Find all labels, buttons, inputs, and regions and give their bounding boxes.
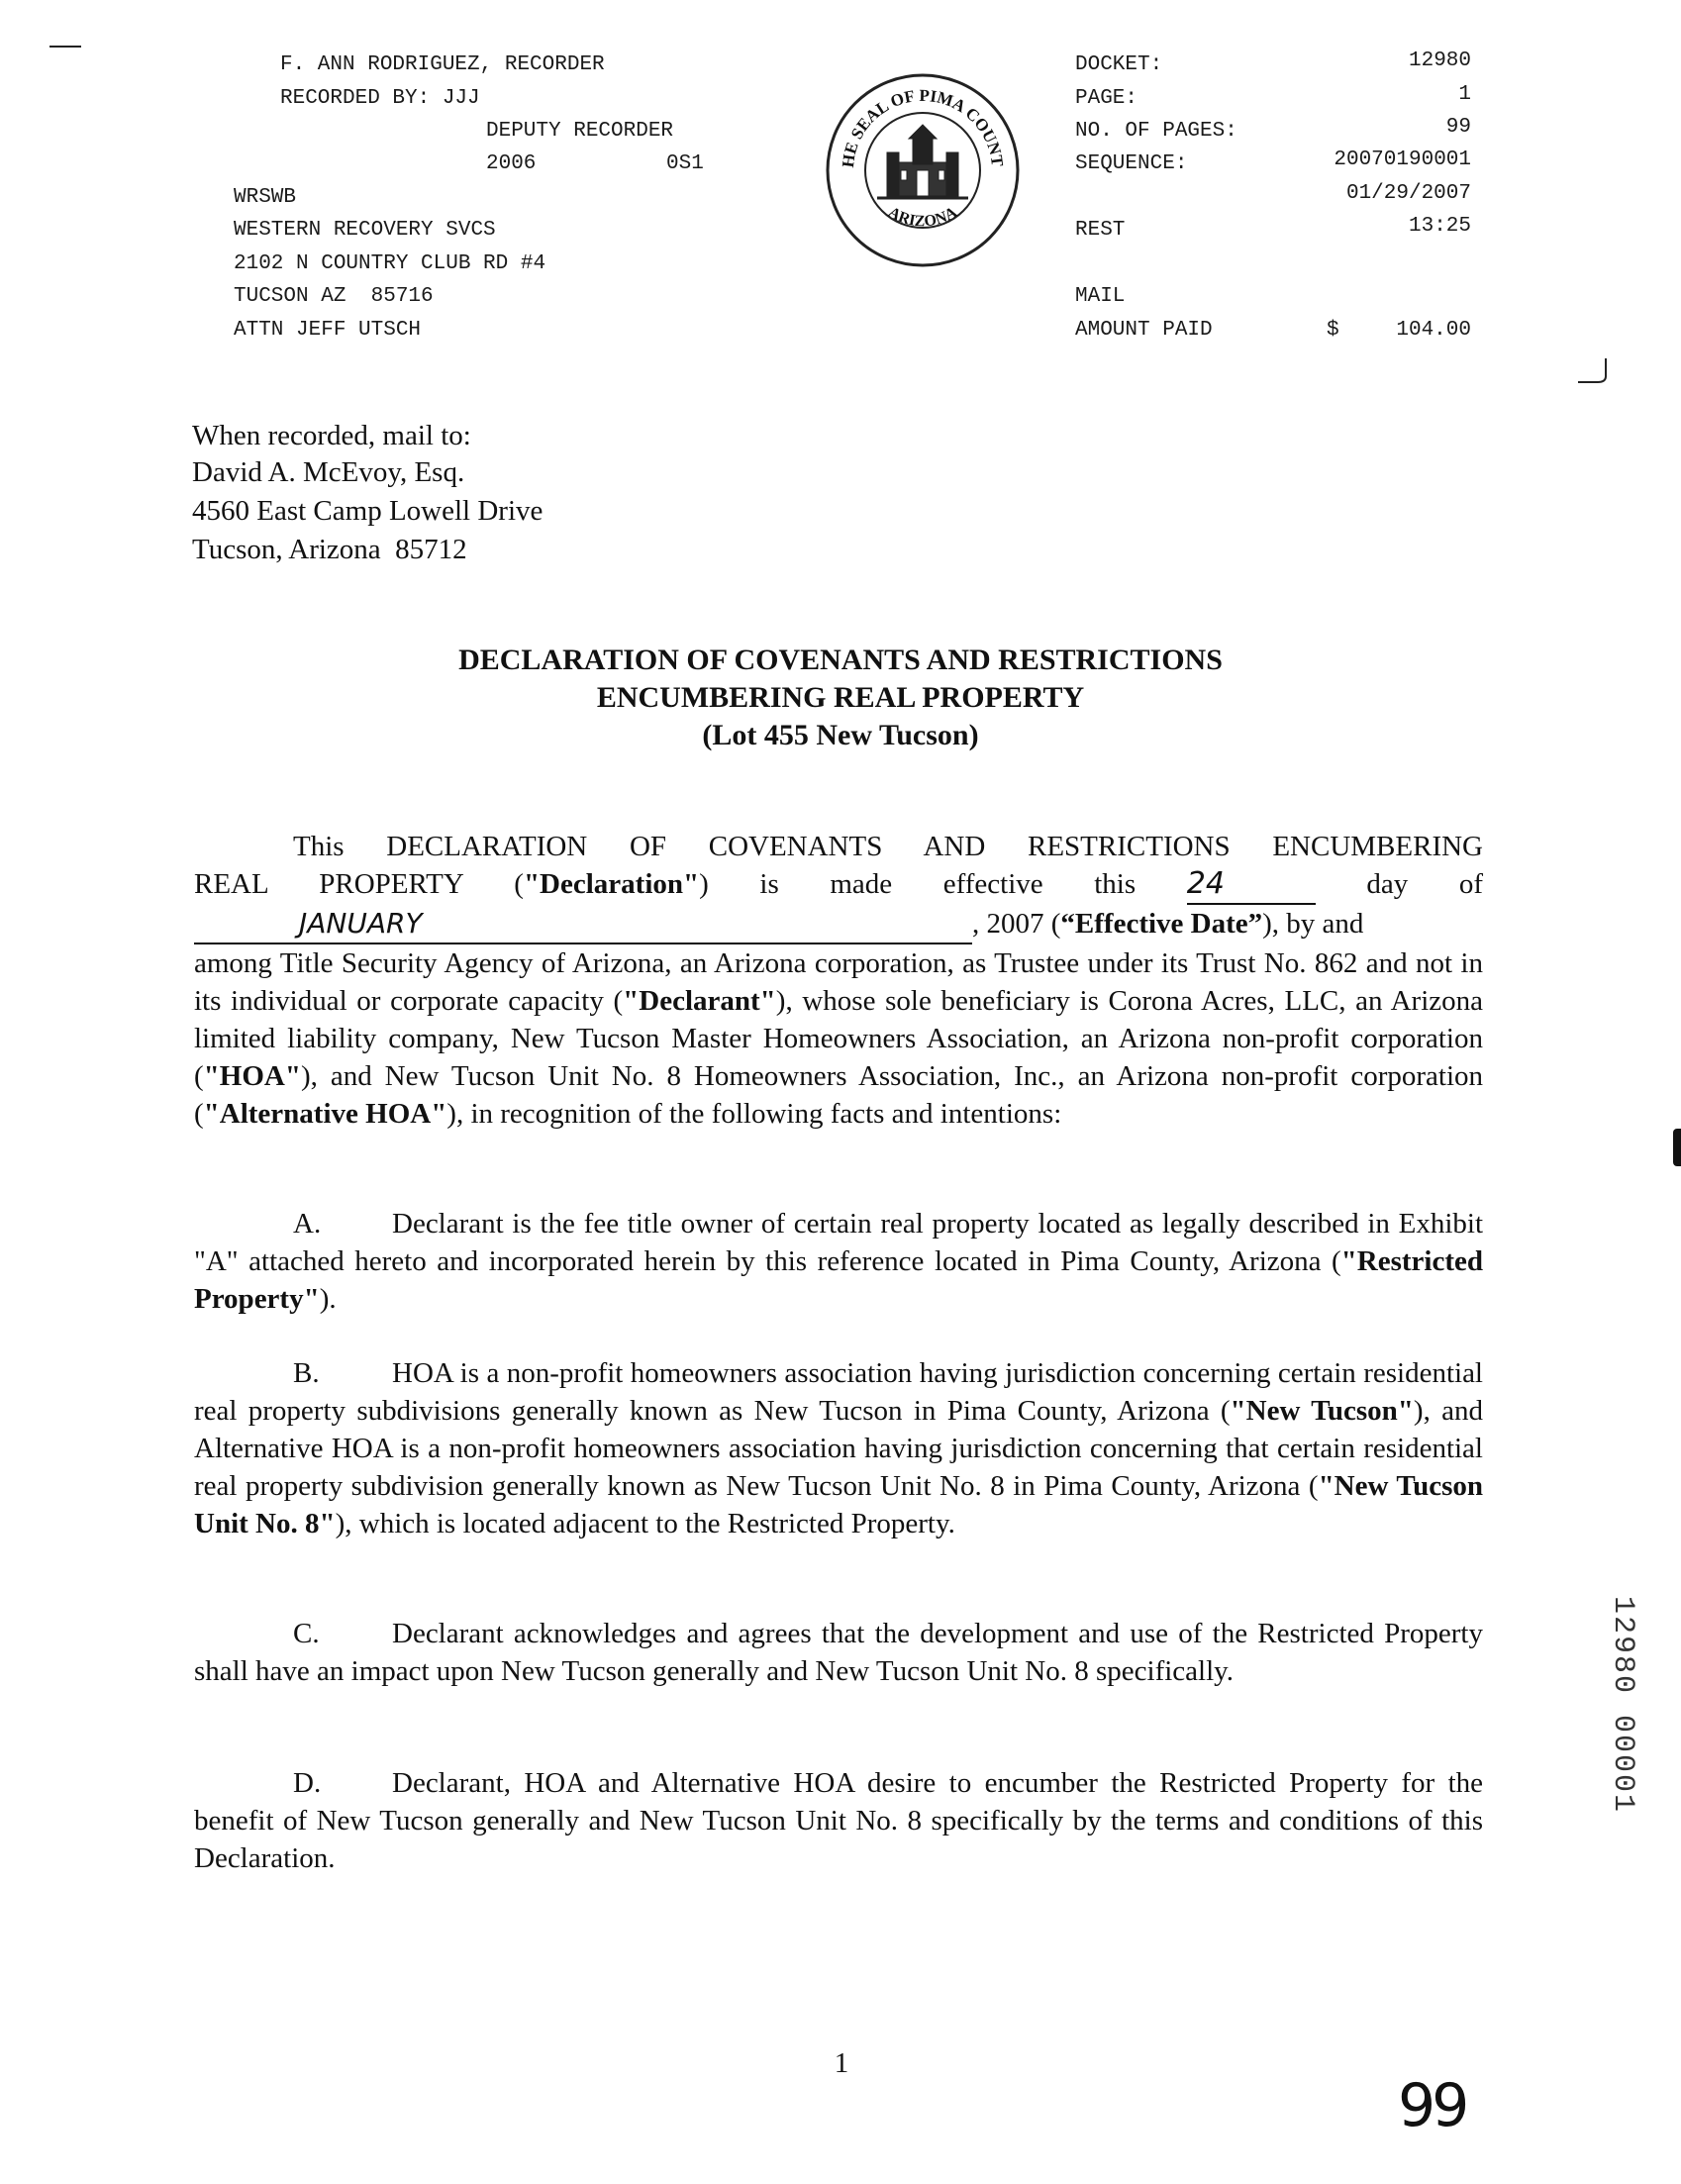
svg-text:ARIZONA [885, 204, 960, 231]
recital-a: A. Declarant is the fee title owner of certain real property located as legally described in Exhibit "A" attached hereto and incorporated herein by this reference located in Pima County, Arizona ("Restricted Property"). [194, 1205, 1483, 1318]
recorder-name: F. ANN RODRIGUEZ, RECORDER [280, 53, 605, 76]
recital-d: D. Declarant, HOA and Alternative HOA desire to encumber the Restricted Property for the benefit of New Tucson generally and New Tucson Unit No. 8 specifically by the terms and conditions of this Declaration. [194, 1764, 1483, 1877]
document-title-line3: (Lot 455 New Tucson) [702, 719, 979, 751]
mail-label: MAIL [1075, 285, 1126, 308]
amount-value: 104.00 [1396, 319, 1471, 342]
county-seal [824, 71, 1022, 269]
recital-d-letter: D. [293, 1767, 322, 1799]
intro-line-1: This DECLARATION OF COVENANTS AND RESTRICTIONS ENCUMBERING [293, 831, 1483, 862]
mail-to-heading: When recorded, mail to: [192, 420, 471, 451]
recital-b-letter: B. [293, 1357, 320, 1389]
intro-line-2: REAL PROPERTY ("Declaration") is made effective this 24 day of [194, 865, 1483, 905]
submitter-address: 2102 N COUNTRY CLUB RD #4 [234, 252, 546, 275]
recital-a-letter: A. [293, 1208, 322, 1240]
page-label: PAGE: [1075, 87, 1138, 110]
mail-to-street: 4560 East Camp Lowell Drive [192, 495, 544, 527]
recorder-year: 2006 [486, 152, 537, 175]
seal-bottom-text: ARIZONA [885, 203, 960, 231]
handwritten-page-count: 99 [1398, 2071, 1466, 2140]
pages-value: 99 [1445, 116, 1471, 139]
sequence-value: 20070190001 [1334, 149, 1471, 171]
handwritten-month: JANUARY [299, 907, 423, 940]
record-date: 01/29/2007 [1345, 182, 1471, 205]
amount-currency: $ [1327, 319, 1339, 342]
rest-label: REST [1075, 219, 1126, 242]
recital-b: B. HOA is a non-profit homeowners association having jurisdiction concerning certain residential real property subdivisions generally known as New Tucson in Pima County, Arizona ("New Tucson"), and Alternative HOA is a non-profit homeowners association having jurisdiction concerning that certain residential real property subdivision generally known as New Tucson Unit No. 8 in Pima County, Arizona ("New Tucson Unit No. 8"), which is located adjacent to the Restricted Property. [194, 1354, 1483, 1542]
margin-dash [49, 46, 81, 48]
margin-blot [1673, 1129, 1681, 1166]
recorded-by: RECORDED BY: JJJ [280, 87, 480, 110]
document-title-line1: DECLARATION OF COVENANTS AND RESTRICTIONS [458, 644, 1223, 676]
recital-c-letter: C. [293, 1618, 320, 1649]
docket-value: 12980 [1408, 50, 1471, 72]
submitter-city: TUCSON AZ 85716 [234, 285, 434, 308]
sequence-label: SEQUENCE: [1075, 152, 1188, 175]
page-value: 1 [1458, 83, 1471, 106]
mail-to-city: Tucson, Arizona 85712 [192, 534, 467, 565]
deputy-recorder: DEPUTY RECORDER [486, 120, 674, 143]
handwritten-day: 24 [1186, 866, 1225, 901]
submitter-name: WESTERN RECOVERY SVCS [234, 219, 496, 242]
page-number: 1 [834, 2047, 849, 2079]
intro-paragraph: This DECLARATION OF COVENANTS AND RESTRICTIONS ENCUMBERING REAL PROPERTY ("Declaration") is made effective this 24 day of JANUARY , 2007 (“Effective Date”), by and among Title Security Agency of Arizona, an Arizona corporation, as Trustee under its Trust No. 862 and not in its individual or corporate capacity ("Declarant"), whose sole beneficiary is Corona Acres, LLC, an Arizona limited liability company, New Tucson Master Homeowners Association, an Arizona non-profit corporation ("HOA"), and New Tucson Unit No. 8 Homeowners Association, Inc., an Arizona non-profit corporation ("Alternative HOA"), in recognition of the following facts and intentions: [194, 828, 1483, 1133]
document-title-line2: ENCUMBERING REAL PROPERTY [596, 681, 1085, 714]
seal-building-icon [877, 125, 968, 198]
recital-c: C. Declarant acknowledges and agrees that the development and use of the Restricted Property shall have an impact upon New Tucson generally and New Tucson Unit No. 8 specifically. [194, 1615, 1483, 1690]
intro-line-3: JANUARY , 2007 (“Effective Date”), by and [194, 905, 1483, 944]
side-document-stamp: 12980 00001 [1606, 1596, 1639, 1815]
submitter-attn: ATTN JEFF UTSCH [234, 319, 422, 342]
pages-label: NO. OF PAGES: [1075, 120, 1237, 143]
submitter-code: WRSWB [234, 186, 297, 209]
amount-label: AMOUNT PAID [1075, 319, 1213, 342]
docket-label: DOCKET: [1075, 53, 1163, 76]
record-time: 13:25 [1408, 215, 1471, 238]
margin-hook-mark [1576, 356, 1612, 386]
recorder-code: 0S1 [666, 152, 704, 175]
mail-to-name: David A. McEvoy, Esq. [192, 456, 465, 488]
seal-top-text: HE SEAL OF PIMA COUNT [838, 85, 1008, 169]
